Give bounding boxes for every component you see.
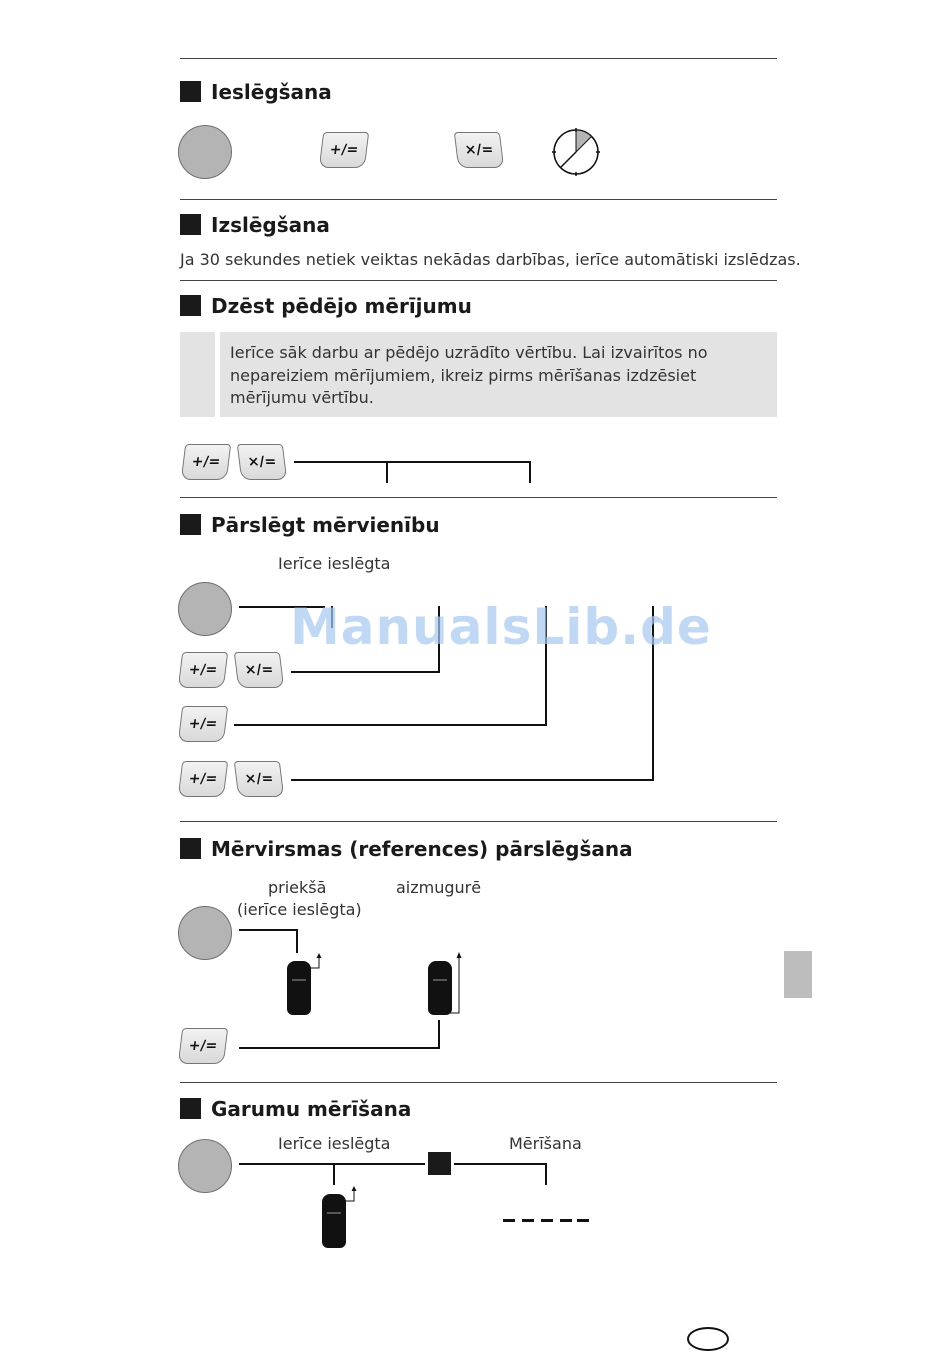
section-title-delete: Dzēst pēdējo mērījumu [211,294,472,318]
section-marker [180,1098,201,1119]
top-rule [180,58,777,59]
times-equals-key-icon: ×/= [454,132,504,168]
power-button-icon [178,906,232,960]
auto-off-text: Ja 30 sekundes netiek veiktas nekādas darbības, ierīce automātiski izslēdzas. [180,250,801,269]
section-marker [180,838,201,859]
plus-equals-key-icon: +/= [178,1028,228,1064]
section-rule [180,821,777,822]
back-label: aizmugurē [396,878,482,897]
times-equals-key-icon: ×/= [237,444,287,480]
section-title-reference: Mērvirsmas (references) pārslēgšana [211,837,633,861]
plus-equals-key-icon: +/= [178,706,228,742]
measure-label: Mērīšana [509,1134,582,1153]
power-button-icon [178,582,232,636]
connector-line [333,1163,335,1185]
connector-line [291,779,654,781]
section-marker [180,81,201,102]
power-button-icon [178,1139,232,1193]
section-marker [180,514,201,535]
plus-equals-key-icon: +/= [319,132,369,168]
connector-line [545,1163,547,1185]
section-title-units: Pārslēgt mērvienību [211,513,440,537]
section-rule [180,497,777,498]
measure-step-marker [428,1152,451,1175]
display-dash [560,1219,572,1222]
connector-line [239,1163,425,1165]
display-dash [577,1219,589,1222]
connector-line [291,671,440,673]
side-thumb-tab [784,951,812,998]
section-marker [180,214,201,235]
plus-equals-key-icon: +/= [181,444,231,480]
times-equals-key-icon: ×/= [234,761,284,797]
device-on-label: Ierīce ieslēgta [278,554,391,573]
plus-equals-key-icon: +/= [178,652,228,688]
section-marker [180,295,201,316]
display-dash [541,1219,553,1222]
reference-front-arrow-icon [308,952,324,970]
device-on-label: Ierīce ieslēgta [278,1134,391,1153]
reference-back-arrow-icon [448,951,464,1017]
language-flag-icon [687,1327,729,1351]
reference-front-arrow-icon [343,1185,359,1203]
connector-line [239,929,298,931]
section-title-length: Garumu mērīšana [211,1097,412,1121]
section-rule [180,199,777,200]
front-label: priekšā [268,878,327,897]
connector-line [296,929,298,953]
section-title-on: Ieslēgšana [211,80,332,104]
section-rule [180,1082,777,1083]
connector-line [438,1020,440,1049]
section-title-off: Izslēgšana [211,213,330,237]
note-text: Ierīce sāk darbu ar pēdējo uzrādīto vērtību. Lai izvairītos no nepareiziem mērījumiem, ikreiz pirms mērīšanas izdzēsiet mērījumu vērtību. [230,343,708,407]
section-rule [180,280,777,281]
times-equals-key-icon: ×/= [234,652,284,688]
watermark: ManualsLib.de [290,598,712,656]
note-marker [180,332,215,417]
display-dash [522,1219,534,1222]
connector-line [386,461,388,483]
connector-line [294,461,531,463]
display-dash [503,1219,515,1222]
front-sub-label: (ierīce ieslēgta) [237,900,362,919]
connector-line [454,1163,547,1165]
timer-icon [551,127,601,177]
connector-line [529,461,531,483]
power-button-icon [178,125,232,179]
connector-line [239,1047,440,1049]
plus-equals-key-icon: +/= [178,761,228,797]
connector-line [234,724,547,726]
